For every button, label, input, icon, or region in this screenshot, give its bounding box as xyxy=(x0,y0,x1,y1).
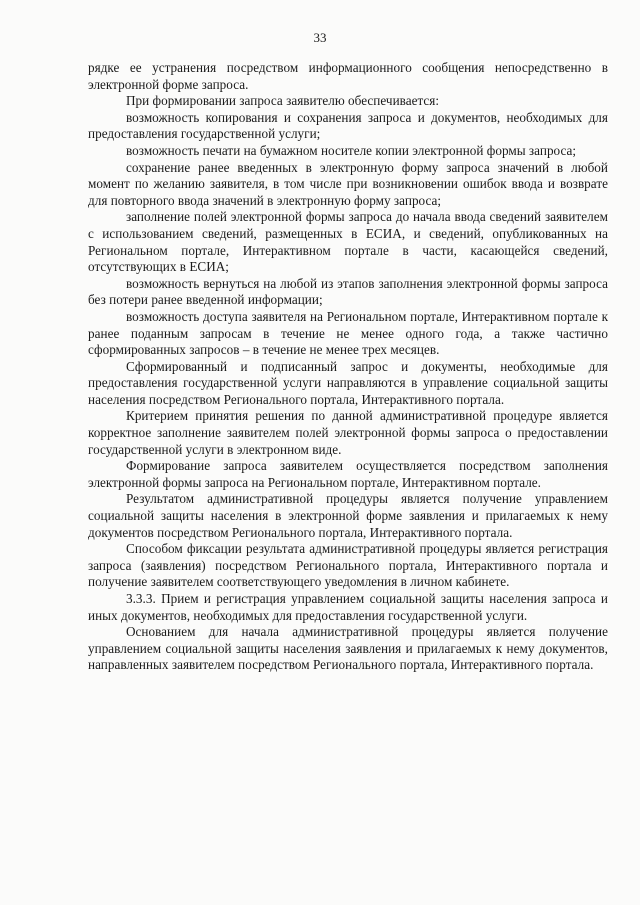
paragraph-list-item: сохранение ранее введенных в электронную форму запроса значений в любой момент по желанию заявителя, в том числе при возникновении ошибок ввода и возврате для повторного ввода значений в электронную форму запроса; xyxy=(88,159,608,208)
section-heading-3-3-3: 3.3.3. Прием и регистрация управлением социальной защиты населения запроса и иных документов, необходимых для предоставления государственной услуги. xyxy=(88,591,608,623)
paragraph-continuation: рядке ее устранения посредством информационного сообщения непосредственно в электронной форме запроса. xyxy=(88,60,608,92)
paragraph-intro: При формировании запроса заявителю обеспечивается: xyxy=(126,93,440,109)
paragraph: Сформированный и подписанный запрос и документы, необходимые для предоставления государственной услуги направляются в управление социальной защиты населения посредством Регионального портала, Интерактивного портала. xyxy=(88,358,608,407)
page-number: 33 xyxy=(313,30,327,45)
paragraph-list-item: возможность доступа заявителя на Региональном портале, Интерактивном портале к ранее поданным запросам в течение не менее одного года, а также частично сформированных запросов – в течение не менее трех месяцев. xyxy=(88,308,608,358)
paragraph-list-item: возможность печати на бумажном носителе копии электронной формы запроса; xyxy=(126,142,577,158)
paragraph: Способом фиксации результата административной процедуры является регистрация запроса (заявления) посредством Регионального портала, Интерактивного портала и получение заявителем соответствующего уведомления в личном кабинете. xyxy=(88,541,608,590)
paragraph: Результатом административной процедуры является получение управлением социальной защиты населения в электронной форме заявления и прилагаемых к нему документов посредством Регионального портала, Интерактивного портала. xyxy=(88,491,608,540)
paragraph-list-item: заполнение полей электронной формы запроса до начала ввода сведений заявителем с использованием сведений, размещенных в ЕСИА, и сведений, опубликованных на Региональном портале, Интерактивном портале в части, касающейся сведений, отсутствующих в ЕСИА; xyxy=(88,209,608,275)
paragraph: Критерием принятия решения по данной административной процедуре является корректное заполнение заявителем полей электронной формы запроса о предоставлении государственной услуги в электронном виде. xyxy=(88,408,608,457)
document-body xyxy=(88,60,608,674)
paragraph-list-item: возможность вернуться на любой из этапов заполнения электронной формы запроса без потери ранее введенной информации; xyxy=(88,275,608,308)
paragraph: Формирование запроса заявителем осуществляется посредством заполнения электронной формы запроса на Региональном портале, Интерактивном портале. xyxy=(88,458,608,490)
paragraph: Основанием для начала административной процедуры является получение управлением социальной защиты населения заявления и прилагаемых к нему документов, направленных заявителем посредством Регионального портала, Интерактивного портала. xyxy=(88,624,608,673)
paragraph-list-item: возможность копирования и сохранения запроса и документов, необходимых для предоставления государственной услуги; xyxy=(88,109,608,142)
